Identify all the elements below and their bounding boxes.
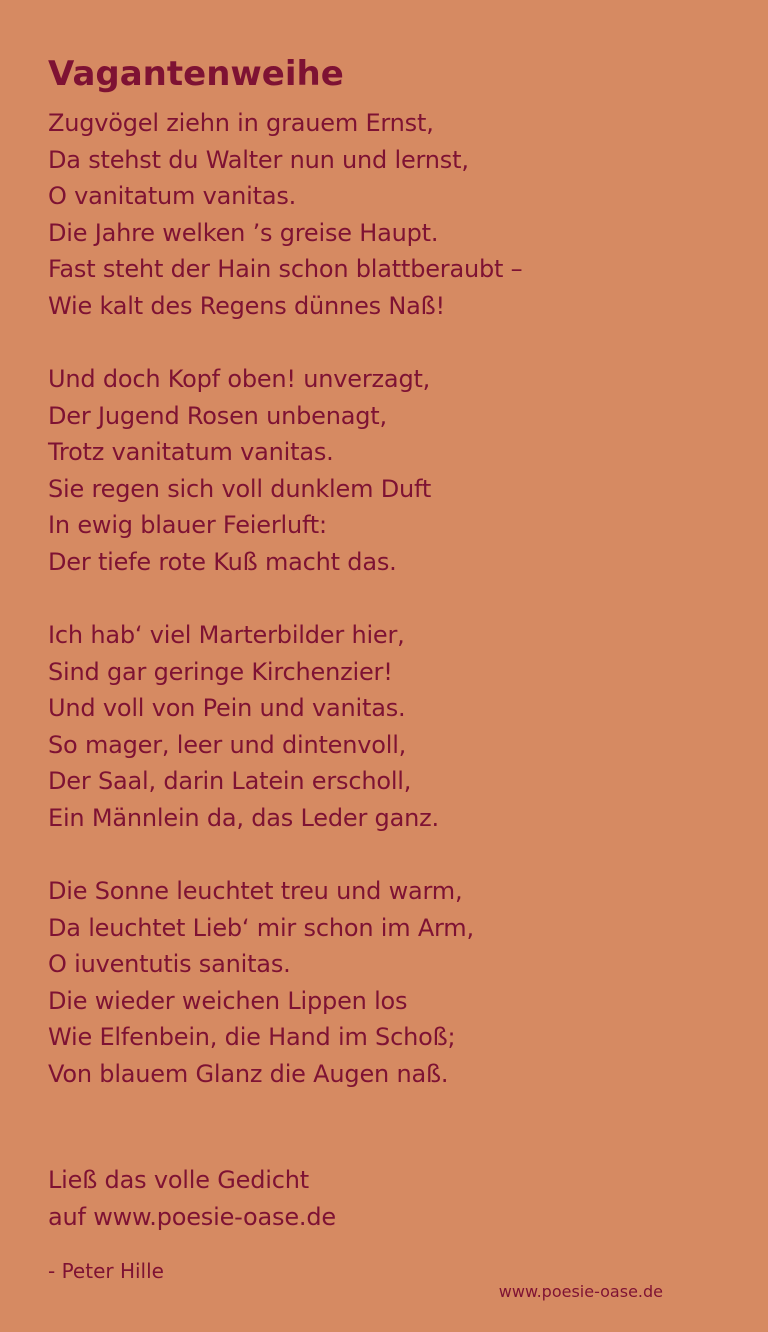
poem-line: Da leuchtet Lieb‘ mir schon im Arm, bbox=[48, 913, 474, 942]
poem-line: Trotz vanitatum vanitas. bbox=[48, 438, 334, 466]
cta-line-1: Ließ das volle Gedicht bbox=[48, 1166, 309, 1194]
poem-line: Sie regen sich voll dunklem Duft bbox=[48, 474, 432, 503]
read-full-poem-note bbox=[48, 1162, 336, 1236]
poem-line: Der Saal, darin Latein erscholl, bbox=[48, 767, 412, 795]
poem-line: Und voll von Pein und vanitas. bbox=[48, 694, 406, 722]
stanza-3 bbox=[48, 617, 728, 836]
poem-line: Da stehst du Walter nun und lernst, bbox=[48, 145, 469, 174]
poem-line: Zugvögel ziehn in grauem Ernst, bbox=[48, 109, 434, 137]
author-credit: - Peter Hille bbox=[48, 1259, 164, 1283]
poem-line: O iuventutis sanitas. bbox=[48, 950, 291, 978]
poem-line: Ein Männlein da, das Leder ganz. bbox=[48, 803, 439, 832]
poem-line: Und doch Kopf oben! unverzagt, bbox=[48, 365, 431, 393]
poem-container bbox=[48, 52, 728, 1129]
stanza-2 bbox=[48, 361, 728, 580]
poem-line: Wie kalt des Regens dünnes Naß! bbox=[48, 291, 445, 320]
poem-line: Ich hab‘ viel Marterbilder hier, bbox=[48, 621, 405, 649]
poem-line: O vanitatum vanitas. bbox=[48, 182, 297, 210]
poem-line: Wie Elfenbein, die Hand im Schoß; bbox=[48, 1023, 456, 1051]
site-url: www.poesie-oase.de bbox=[498, 1282, 663, 1301]
poem-line: Sind gar geringe Kirchenzier! bbox=[48, 657, 393, 686]
poem-title: Vagantenweihe bbox=[48, 54, 344, 94]
stanza-4 bbox=[48, 873, 728, 1092]
poem-line: In ewig blauer Feierluft: bbox=[48, 511, 327, 539]
poem-line: Die Sonne leuchtet treu und warm, bbox=[48, 877, 463, 905]
poem-line: Der tiefe rote Kuß macht das. bbox=[48, 547, 397, 576]
poem-line: Fast steht der Hain schon blattberaubt – bbox=[48, 255, 523, 283]
cta-line-2: auf www.poesie-oase.de bbox=[48, 1203, 336, 1231]
poem-line: Die wieder weichen Lippen los bbox=[48, 986, 408, 1015]
stanza-1 bbox=[48, 105, 728, 324]
poem-line: So mager, leer und dintenvoll, bbox=[48, 730, 407, 759]
poem-line: Von blauem Glanz die Augen naß. bbox=[48, 1059, 449, 1088]
poem-line: Der Jugend Rosen unbenagt, bbox=[48, 401, 387, 430]
poem-line: Die Jahre welken ’s greise Haupt. bbox=[48, 218, 439, 247]
